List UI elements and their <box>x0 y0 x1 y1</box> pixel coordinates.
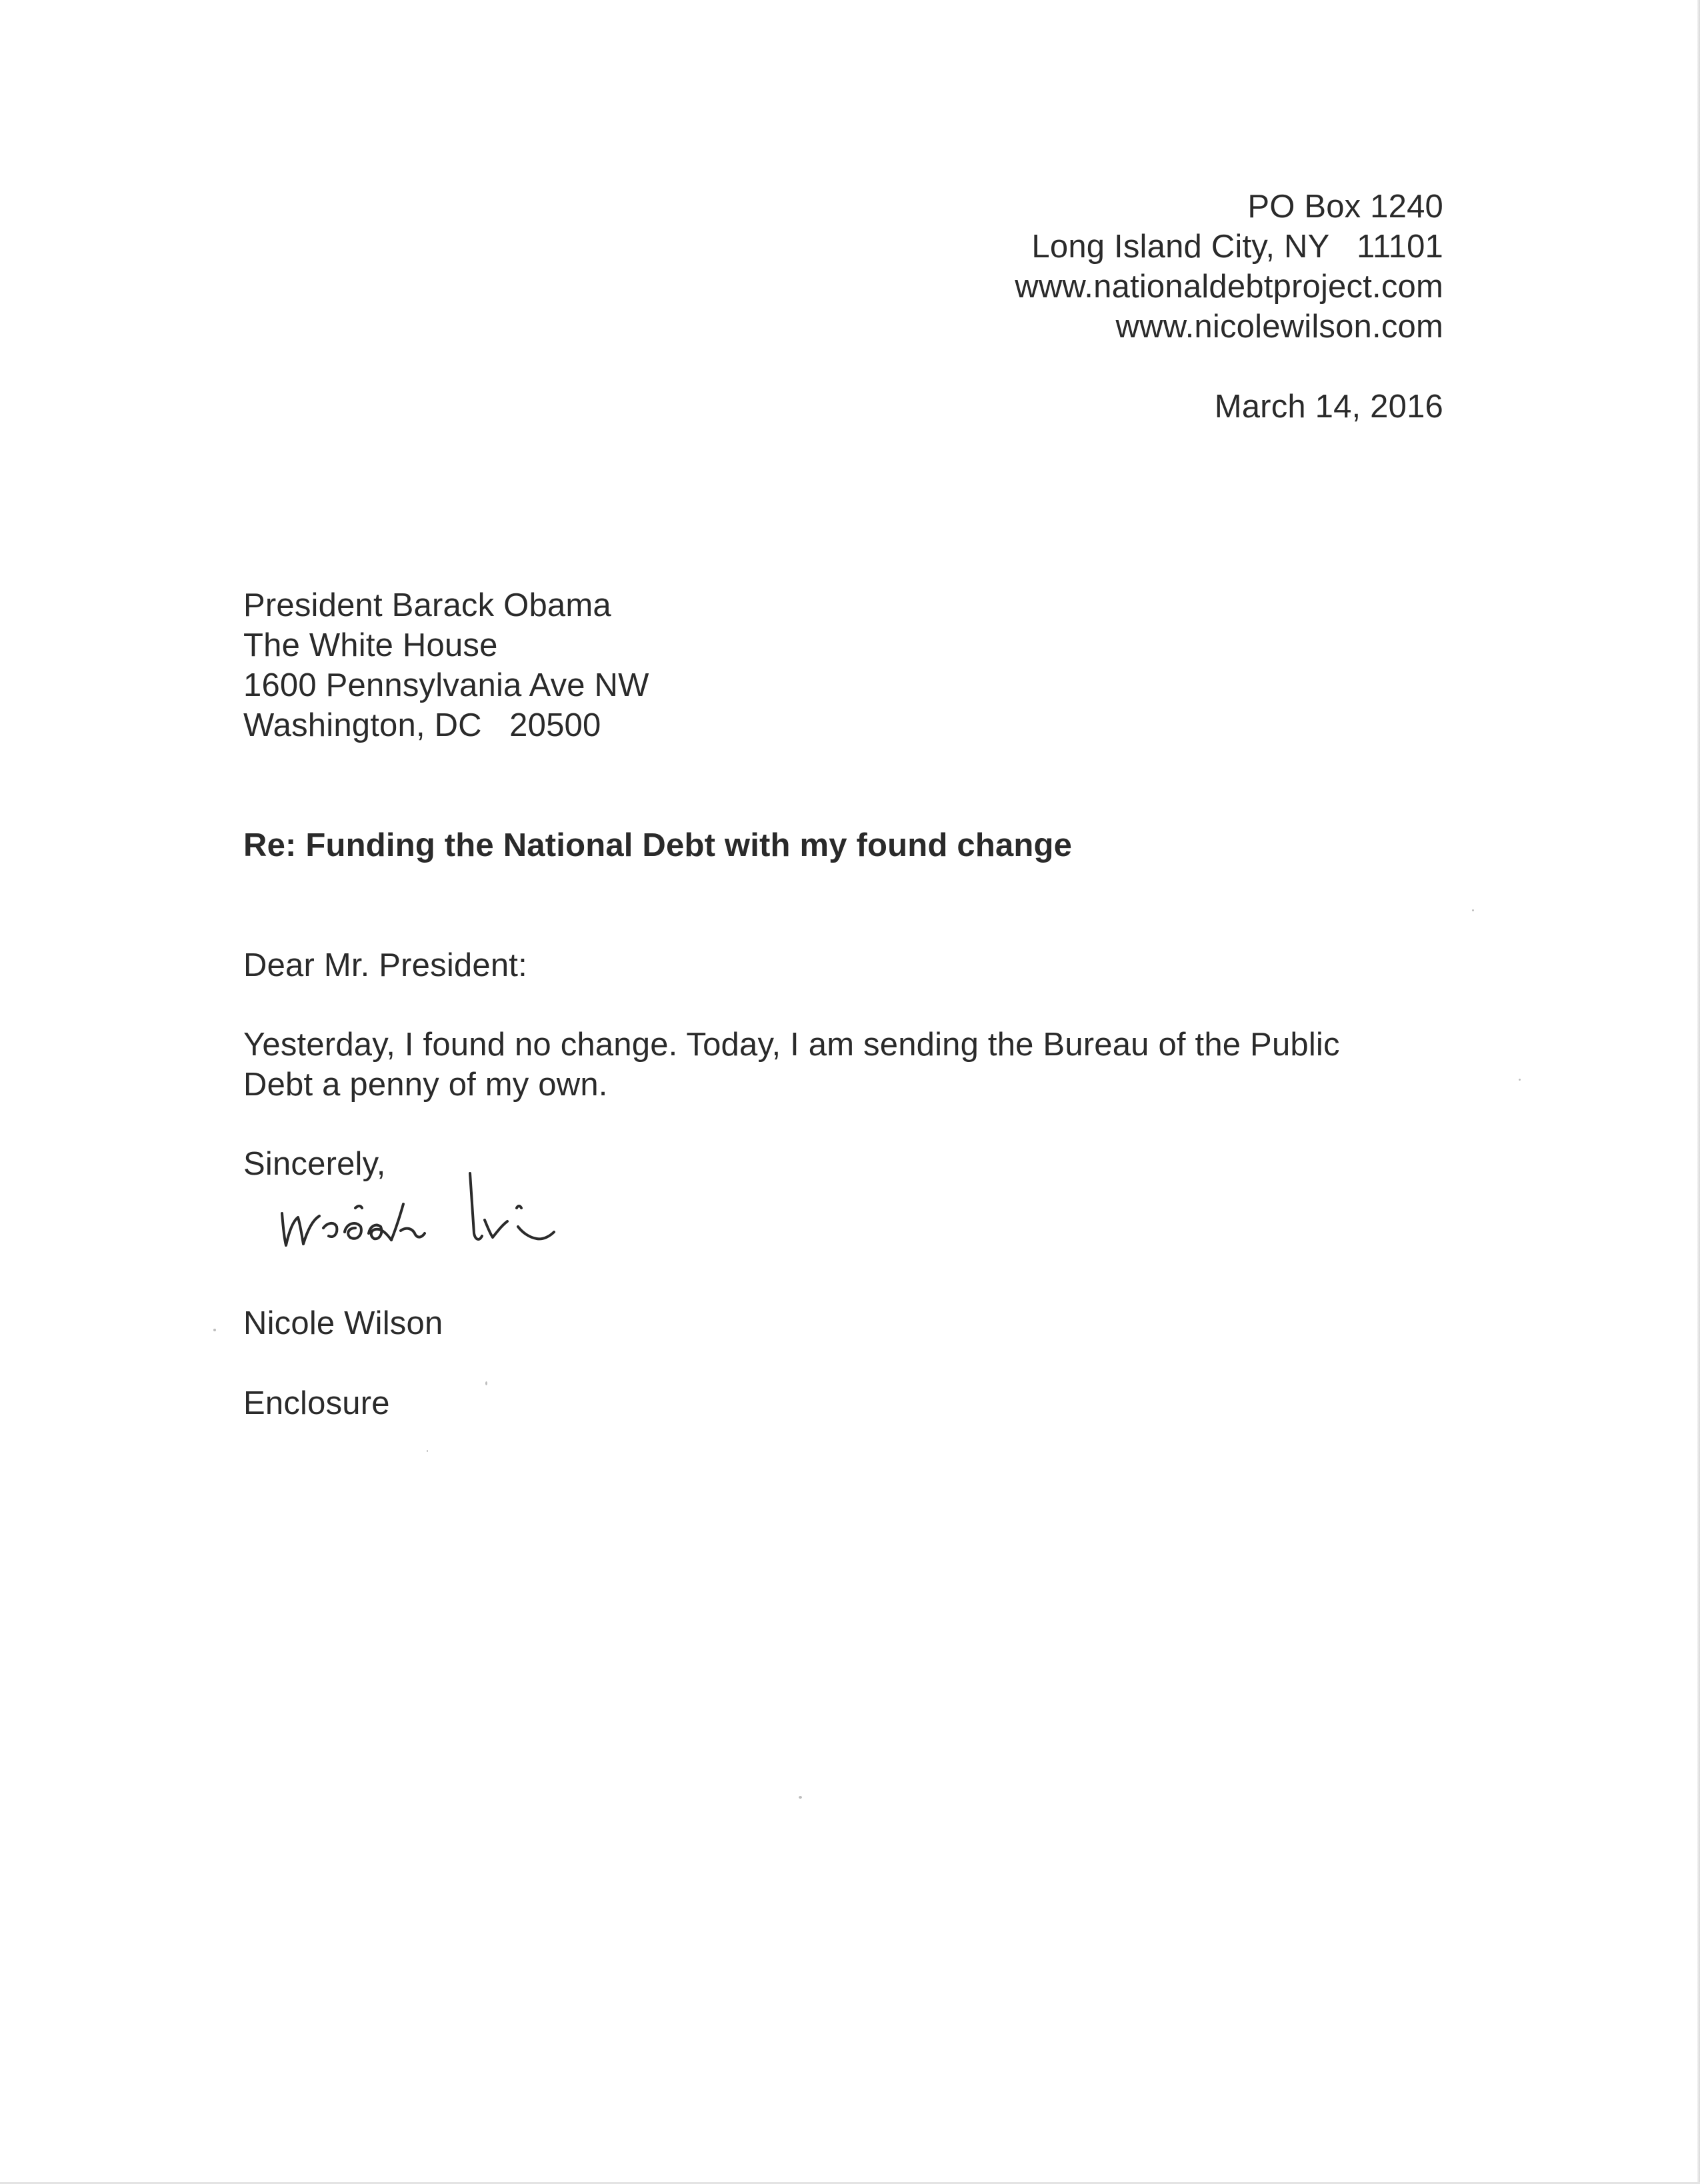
sender-address-line1: PO Box 1240 <box>1247 189 1443 225</box>
enclosure-note: Enclosure <box>243 1385 390 1421</box>
closing: Sincerely, <box>243 1146 386 1182</box>
scan-speck <box>1472 909 1474 911</box>
scan-speck <box>485 1381 487 1385</box>
recipient-street: 1600 Pennsylvania Ave NW <box>243 667 649 703</box>
subject-line: Re: Funding the National Debt with my found change <box>243 827 1073 863</box>
handwritten-signature <box>270 1167 617 1273</box>
body-line-2: Debt a penny of my own. <box>243 1067 608 1103</box>
signer-name: Nicole Wilson <box>243 1305 443 1341</box>
salutation: Dear Mr. President: <box>243 947 527 983</box>
recipient-organization: The White House <box>243 627 498 663</box>
scan-speck <box>213 1329 216 1331</box>
sender-website-1: www.nationaldebtproject.com <box>1015 269 1443 305</box>
scan-speck <box>427 1450 428 1452</box>
scan-speck <box>1519 1079 1521 1081</box>
recipient-name: President Barack Obama <box>243 587 611 623</box>
sender-website-2: www.nicolewilson.com <box>1115 309 1443 345</box>
letter-date: March 14, 2016 <box>1214 389 1443 425</box>
sender-address-line2: Long Island City, NY 11101 <box>1031 229 1443 265</box>
scan-edge-right <box>1697 0 1700 2184</box>
scan-speck <box>799 1796 802 1799</box>
body-line-1: Yesterday, I found no change. Today, I am sending the Bureau of the Public <box>243 1027 1340 1063</box>
recipient-city-line: Washington, DC 20500 <box>243 707 601 743</box>
